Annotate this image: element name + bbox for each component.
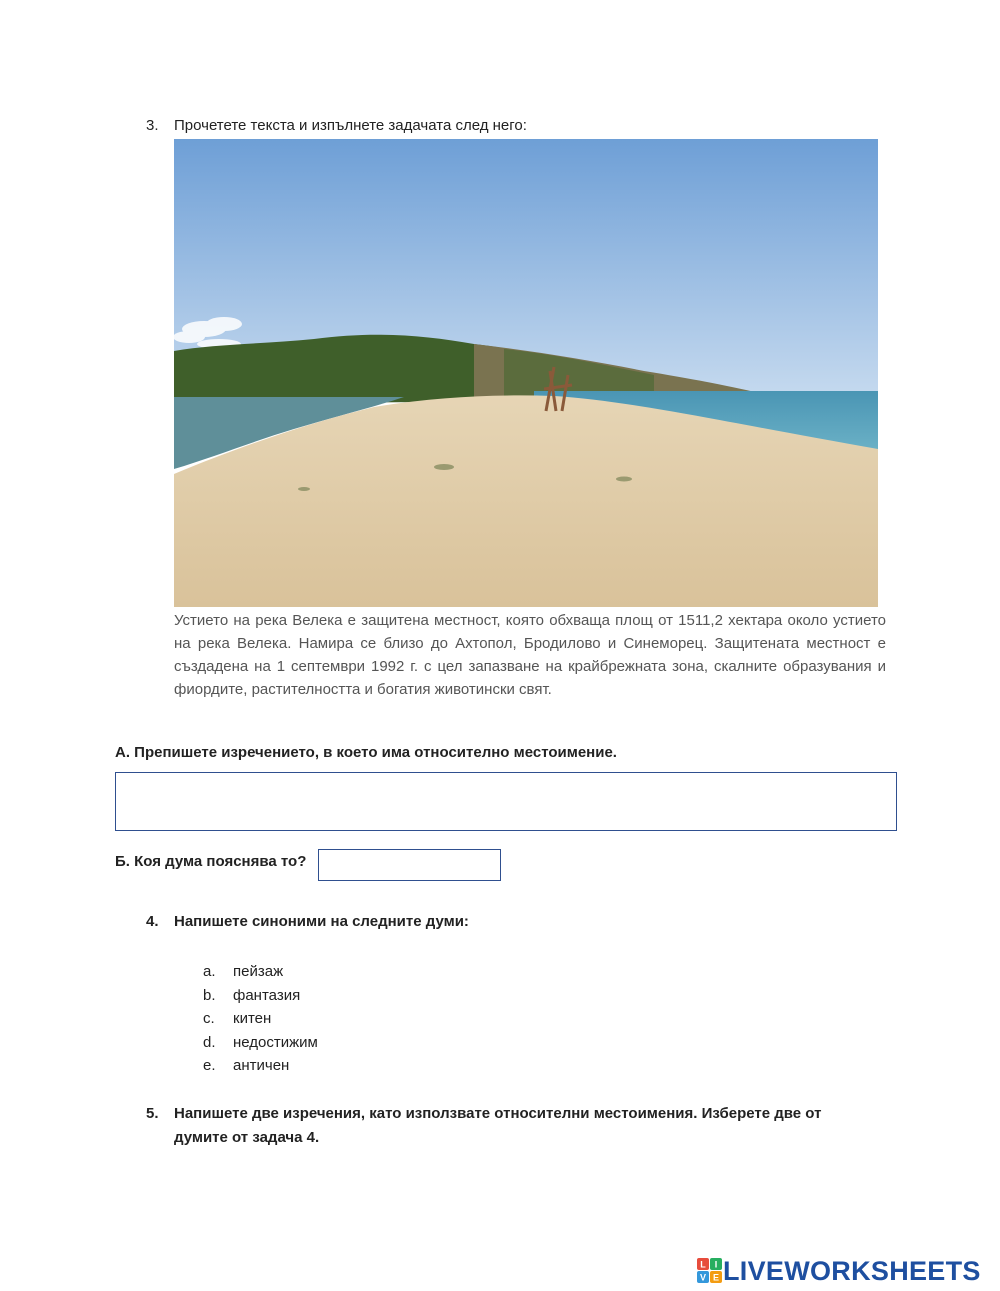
list-word: недостижим <box>233 1033 318 1051</box>
list-word: античен <box>233 1057 290 1074</box>
task-prompt: Напишете синоними на следните думи: <box>174 913 469 930</box>
logo-text: LIVEWORKSHEETS <box>723 1255 981 1286</box>
logo-badge-letter: L <box>700 1259 706 1270</box>
synonym-word-list <box>203 960 318 1078</box>
task-4-heading <box>146 913 469 930</box>
list-letter: a. <box>203 963 216 980</box>
list-word: фантазия <box>233 986 301 1004</box>
list-item <box>203 1031 318 1055</box>
task-prompt: Прочетете текста и изпълнете задачата след него: <box>174 117 527 134</box>
list-item <box>203 1054 318 1078</box>
question-a-label: А. Препишете изречението, в което има относително местоимение. <box>115 744 617 761</box>
list-word: китен <box>233 1010 272 1027</box>
passage-text: Устието на река Велека е защитена местност, която обхваща площ от 1511,2 хектара около устието на река Велека. Намира се близо до Ахтопол, Бродилово и Синеморец. Защитената местност е създадена на 1 септември 1992 г. с цел запазване на крайбрежната зона, скалните образувания и фиордите, растителността и богатия животински свят. <box>174 612 886 698</box>
logo-badge-letter: I <box>714 1259 718 1270</box>
list-word: пейзаж <box>233 963 284 980</box>
logo-badge-icon <box>697 1258 723 1284</box>
task-number: 5. <box>146 1105 159 1122</box>
task-5-heading <box>146 1102 866 1150</box>
list-letter: e. <box>203 1057 216 1074</box>
answer-field-a[interactable] <box>115 772 897 831</box>
list-item <box>203 984 318 1008</box>
task-number: 4. <box>146 913 159 930</box>
list-letter: d. <box>203 1033 216 1051</box>
answer-field-b[interactable] <box>318 849 501 881</box>
task-prompt-line1: Напишете две изречения, като използвате относителни местоимения. Изберете две от <box>174 1105 822 1122</box>
logo-badge-letter: V <box>699 1272 707 1283</box>
logo-badge-letter: E <box>712 1272 720 1283</box>
liveworksheets-logo <box>697 1256 981 1286</box>
task-number: 3. <box>146 117 159 134</box>
list-letter: c. <box>203 1010 215 1027</box>
list-item <box>203 1007 318 1031</box>
task-3-heading <box>146 117 527 134</box>
task-prompt-line2: думите от задача 4. <box>174 1129 320 1146</box>
list-letter: b. <box>203 986 216 1004</box>
question-b-label: Б. Коя дума пояснява то? <box>115 853 307 870</box>
list-item <box>203 960 318 984</box>
beach-photo <box>174 139 878 607</box>
